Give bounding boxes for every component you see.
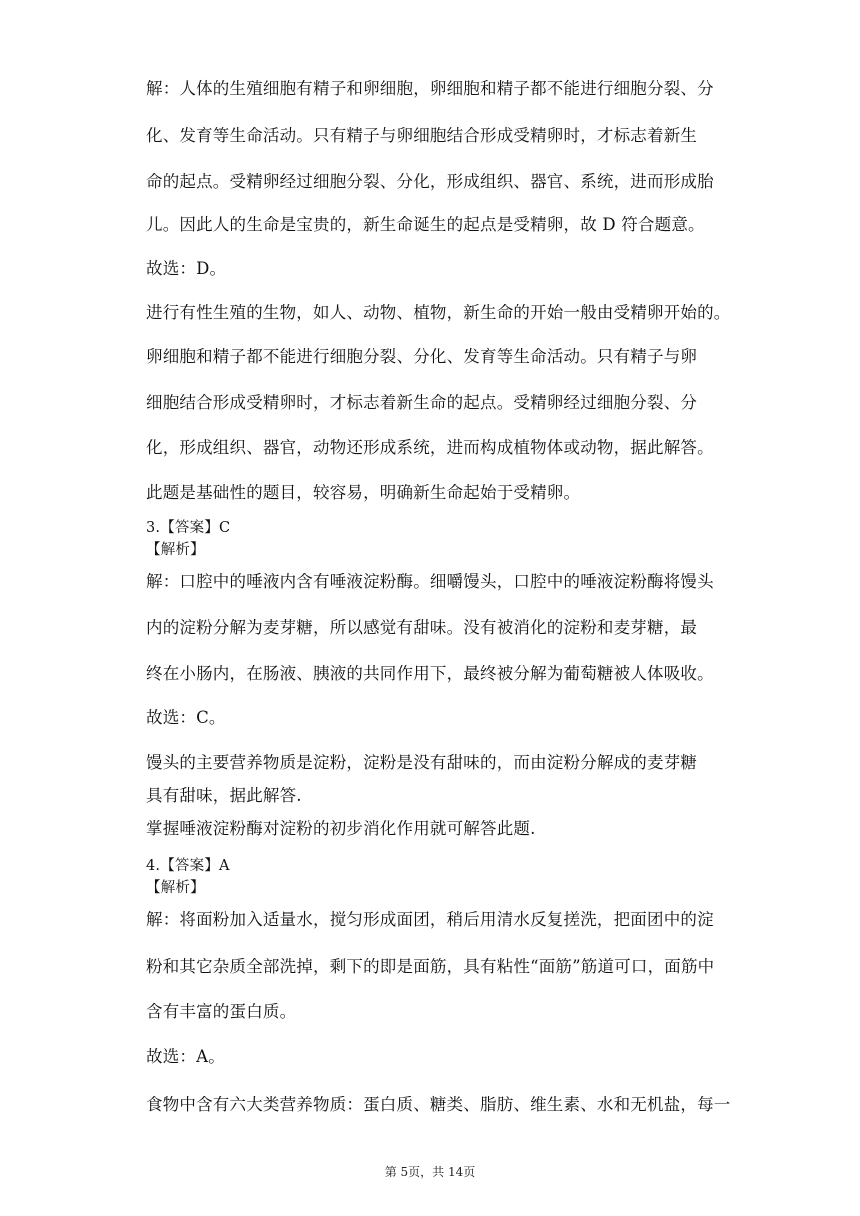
text-line: 故选：A。 — [146, 1047, 225, 1066]
text-line: 终在小肠内，在肠液、胰液的共同作用下，最终被分解为葡萄糖被人体吸收。 — [146, 664, 714, 683]
text-line: 内的淀粉分解为麦芽糖，所以感觉有甜味。没有被消化的淀粉和麦芽糖，最 — [146, 618, 698, 637]
text-line: 粉和其它杂质全部洗掉，剩下的即是面筋，具有粘性“面筋”筋道可口，面筋中 — [146, 957, 715, 976]
text-line: 馒头的主要营养物质是淀粉，淀粉是没有甜味的，而由淀粉分解成的麦芽糖 — [146, 753, 698, 772]
text-line: 含有丰富的蛋白质。 — [146, 1002, 297, 1021]
text-line: 卵细胞和精子都不能进行细胞分裂、分化、发育等生命活动。只有精子与卵 — [146, 347, 698, 366]
text-line: 掌握唾液淀粉酶对淀粉的初步消化作用就可解答此题. — [146, 819, 536, 838]
analysis-label: 【解析】 — [146, 880, 205, 896]
text-line: 化，形成组织、器官，动物还形成系统，进而构成植物体或动物，据此解答。 — [146, 438, 714, 457]
text-line: 此题是基础性的题目，较容易，明确新生命起始于受精卵。 — [146, 483, 581, 502]
text-line: 化、发育等生命活动。只有精子与卵细胞结合形成受精卵时，才标志着新生 — [146, 126, 698, 145]
answer-label-4: 4.【答案】A — [146, 858, 230, 874]
text-line: 食物中含有六大类营养物质：蛋白质、糖类、脂肪、维生素、水和无机盐，每一 — [146, 1095, 731, 1114]
text-line: 解：人体的生殖细胞有精子和卵细胞，卵细胞和精子都不能进行细胞分裂、分 — [146, 79, 714, 98]
text-line: 命的起点。受精卵经过细胞分裂、分化，形成组织、器官、系统，进而形成胎 — [146, 172, 714, 191]
text-line: 故选：D。 — [146, 259, 227, 278]
text-line: 儿。因此人的生命是宝贵的，新生命诞生的起点是受精卵，故 D 符合题意。 — [146, 215, 705, 234]
text-line: 解：口腔中的唾液内含有唾液淀粉酶。细嚼馒头，口腔中的唾液淀粉酶将馒头 — [146, 572, 714, 591]
text-line: 故选：C。 — [146, 708, 226, 727]
page-footer: 第 5页，共 14页 — [384, 1165, 476, 1179]
text-line: 具有甜味，据此解答. — [146, 786, 302, 805]
text-line: 细胞结合形成受精卵时，才标志着新生命的起点。受精卵经过细胞分裂、分 — [146, 393, 698, 412]
answer-label-3: 3.【答案】C — [146, 520, 231, 536]
text-line: 进行有性生殖的生物，如人、动物、植物，新生命的开始一般由受精卵开始的。 — [146, 303, 731, 322]
analysis-label: 【解析】 — [146, 542, 205, 558]
text-line: 解：将面粉加入适量水，搅匀形成面团，稍后用清水反复搓洗，把面团中的淀 — [146, 910, 714, 929]
